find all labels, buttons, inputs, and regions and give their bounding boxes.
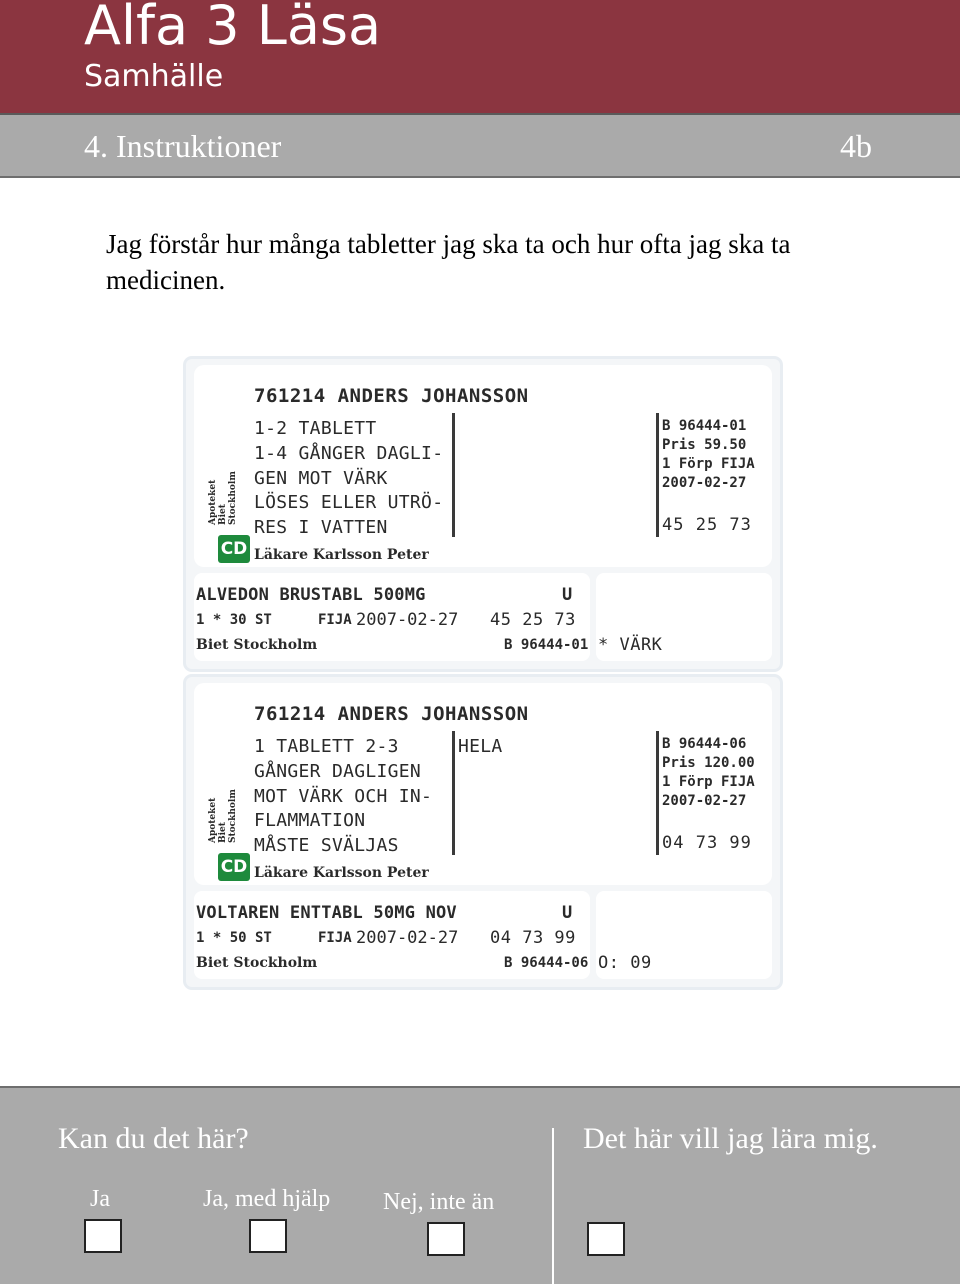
dose-line: LÖSES ELLER UTRÖ- <box>254 492 444 514</box>
pharmacy-vertical-text <box>208 471 238 525</box>
doctor-name: Läkare Karlsson Peter <box>254 865 429 881</box>
page-title: Alfa 3 Läsa <box>84 0 382 57</box>
pharmacy-line: Apoteket <box>208 797 218 843</box>
divider-line <box>656 413 659 537</box>
ref-line: 2007-02-27 <box>662 793 747 809</box>
dose-line: 1 TABLETT 2-3 <box>254 736 399 757</box>
dose-extra: HELA <box>458 736 503 757</box>
label-note: O: 09 <box>598 953 652 973</box>
dispense-date: 2007-02-27 <box>356 610 459 630</box>
ref-line: 1 Förp FIJA <box>662 456 755 472</box>
fija: FIJA <box>318 612 352 628</box>
dose-line: FLAMMATION <box>254 810 366 832</box>
dose-line: RES I VATTEN <box>254 517 388 539</box>
header-banner <box>0 0 960 115</box>
dose-line: GÅNGER DAGLIGEN <box>254 760 422 782</box>
patient-name: 761214 ANDERS JOHANSSON <box>254 385 529 407</box>
patient-name: 761214 ANDERS JOHANSSON <box>254 703 529 725</box>
pharmacy-line: Biet <box>218 822 228 843</box>
ref-line: B 96444-01 <box>662 418 747 434</box>
drug-unit-flag: U <box>562 903 573 923</box>
pharmacy-logo-icon: CD <box>218 535 250 563</box>
drug-name: VOLTAREN ENTTABL 50MG NOV <box>196 903 457 923</box>
divider-line <box>656 731 659 855</box>
self-assessment-footer <box>0 1086 960 1284</box>
dose-line: 1-4 GÅNGER DAGLI- <box>254 442 444 464</box>
section-bar <box>0 115 960 178</box>
checkbox-not-yet[interactable] <box>427 1222 465 1256</box>
fija: FIJA <box>318 930 352 946</box>
checkbox-with-help[interactable] <box>249 1219 287 1253</box>
batch-code: B 96444-06 <box>504 955 589 971</box>
ref-code: 04 73 99 <box>662 833 752 853</box>
ref-line: Pris 59.50 <box>662 437 747 453</box>
pharmacy-store: Biet Stockholm <box>196 637 318 653</box>
drug-unit-flag: U <box>562 585 573 605</box>
dose-line: GEN MOT VÄRK <box>254 467 388 489</box>
doctor-name: Läkare Karlsson Peter <box>254 547 429 563</box>
option-label-not-yet: Nej, inte än <box>383 1189 495 1215</box>
pharmacy-line: Stockholm <box>228 789 238 843</box>
quantity: 1 * 50 ST <box>196 930 272 946</box>
ref-line: B 96444-06 <box>662 736 747 752</box>
checkbox-yes[interactable] <box>84 1219 122 1253</box>
drug-code: 04 73 99 <box>490 928 576 948</box>
label-top-panel <box>194 365 772 567</box>
instruction-text: Jag förstår hur många tabletter jag ska ta och hur ofta jag ska ta medicinen. <box>106 229 791 295</box>
reference-block <box>662 417 755 493</box>
divider-line <box>452 731 455 855</box>
footer-divider <box>552 1128 554 1284</box>
divider-line <box>452 413 455 537</box>
pharmacy-store: Biet Stockholm <box>196 955 318 971</box>
learn-text: Det här vill jag lära mig. <box>583 1122 878 1155</box>
pharmacy-vertical-text <box>208 789 238 843</box>
section-code: 4b <box>840 128 872 164</box>
option-label-yes: Ja <box>90 1186 110 1212</box>
dispense-date: 2007-02-27 <box>356 928 459 948</box>
batch-code: B 96444-01 <box>504 637 589 653</box>
label-note: * VÄRK <box>598 635 663 655</box>
question-text: Kan du det här? <box>58 1122 249 1155</box>
dose-instructions <box>254 735 432 859</box>
drug-name: ALVEDON BRUSTABL 500MG <box>196 585 426 605</box>
pharmacy-logo-icon: CD <box>218 853 250 881</box>
prescription-label <box>186 677 780 987</box>
page-subtitle: Samhälle <box>84 59 224 94</box>
pharmacy-line: Apoteket <box>208 479 218 525</box>
prescription-label <box>186 359 780 669</box>
dose-line: 1-2 TABLETT <box>254 418 377 439</box>
section-title: 4. Instruktioner <box>84 128 282 164</box>
quantity: 1 * 30 ST <box>196 612 272 628</box>
drug-code: 45 25 73 <box>490 610 576 630</box>
dose-instructions <box>254 417 443 541</box>
checkbox-want-to-learn[interactable] <box>587 1222 625 1256</box>
dose-line: MÅSTE SVÄLJAS <box>254 835 399 857</box>
pharmacy-line: Stockholm <box>228 471 238 525</box>
option-label-with-help: Ja, med hjälp <box>203 1186 331 1212</box>
pharmacy-line: Biet <box>218 504 228 525</box>
ref-code: 45 25 73 <box>662 515 752 535</box>
label-top-panel <box>194 683 772 885</box>
dose-line: MOT VÄRK OCH IN- <box>254 785 433 807</box>
ref-line: 1 Förp FIJA <box>662 774 755 790</box>
ref-line: 2007-02-27 <box>662 475 747 491</box>
reference-block <box>662 735 755 811</box>
ref-line: Pris 120.00 <box>662 755 755 771</box>
